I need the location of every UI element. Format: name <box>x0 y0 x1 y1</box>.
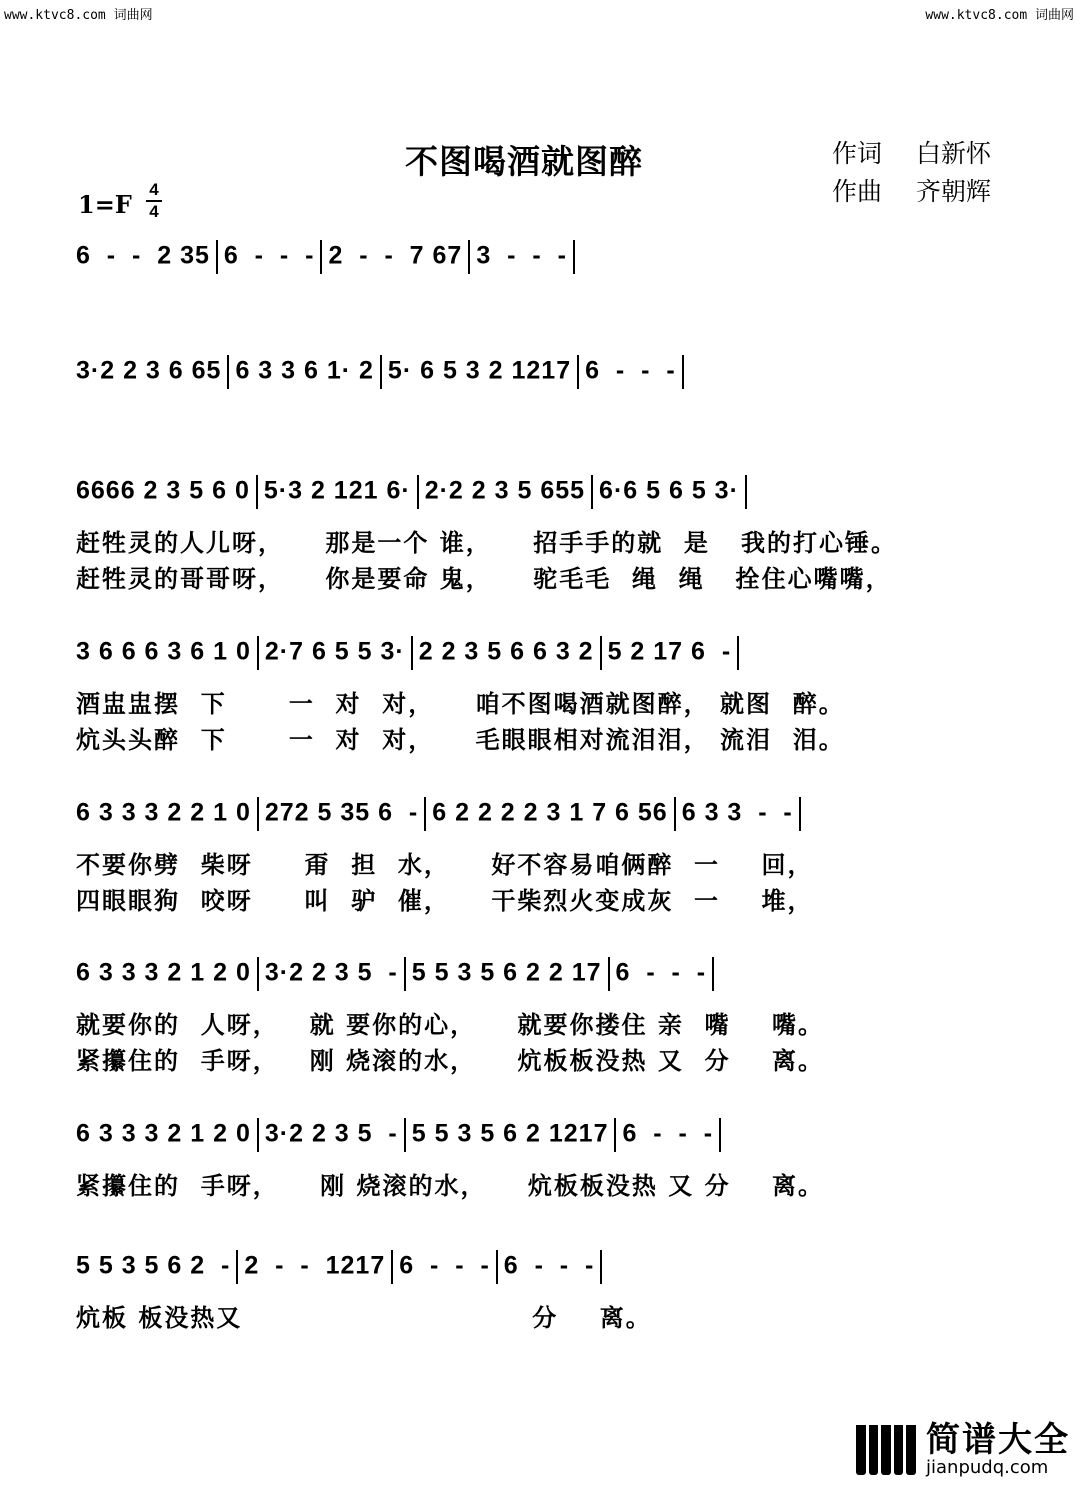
measure: 6 3 3 - - <box>681 798 793 827</box>
lyric-line: 不要你劈 柴呀 甭 担 水， 好不容易咱俩醉 一 回， <box>76 850 814 879</box>
bar-line <box>257 957 259 991</box>
measure: 6 - - 2 35 <box>76 241 210 270</box>
time-signature <box>146 180 162 222</box>
bar-line <box>745 475 747 509</box>
bar-line <box>712 957 714 991</box>
bar-line <box>380 355 382 389</box>
notation-line <box>76 636 1010 670</box>
measure: 5·3 2 121 6· <box>263 476 411 505</box>
measure: 3·2 2 3 5 - <box>264 958 398 987</box>
measure: 2 2 3 5 6 6 3 2 <box>418 637 594 666</box>
measure: 2·2 2 3 5 655 <box>424 476 586 505</box>
bar-line <box>256 475 258 509</box>
song-title: 不图喝酒就图醉 <box>405 142 643 181</box>
notation-line <box>76 355 1010 389</box>
composer-name: 齐朝辉 <box>916 177 992 206</box>
bar-line <box>257 1118 259 1152</box>
bar-line <box>391 1250 393 1284</box>
bar-line <box>682 355 684 389</box>
lyric-line: 赶牲灵的哥哥呀， 你是要命 鬼， 驼毛毛 绳 绳 拴住心嘴嘴， <box>76 564 892 593</box>
bar-line <box>227 355 229 389</box>
bar-line <box>496 1250 498 1284</box>
lyric-line: 就要你的 人呀， 就 要你的心， 就要你搂住 亲 嘴 嘴。 <box>76 1010 825 1039</box>
notation-line <box>76 797 1010 831</box>
notation-line <box>76 1118 1010 1152</box>
measure: 3 6 6 6 3 6 1 0 <box>76 637 251 666</box>
bar-line <box>216 240 218 274</box>
measure: 6 - - - <box>622 1119 714 1148</box>
lyric-line: 酒盅盅摆 下 一 对 对， 咱不图喝酒就图醉， 就图 醉。 <box>76 689 845 718</box>
lyric-line: 紧攥住的 手呀， 刚 烧滚的水， 炕板板没热 又 分 离。 <box>76 1171 825 1200</box>
bar-line <box>573 240 575 274</box>
bar-line <box>468 240 470 274</box>
logo-name: 简谱大全 <box>926 1420 1070 1460</box>
lyricist-credit <box>832 134 991 170</box>
measure: 6·6 5 6 5 3· <box>599 476 739 505</box>
measure: 6 3 3 3 2 1 2 0 <box>76 958 251 987</box>
watermark-left: www.ktvc8.com 词曲网 <box>4 8 153 23</box>
bar-line <box>600 636 602 670</box>
lyric-line: 四眼眼狗 咬呀 叫 驴 催， 干柴烈火变成灰 一 堆， <box>76 886 814 915</box>
composer-role: 作曲 <box>832 177 883 206</box>
measure: 2 - - 7 67 <box>328 241 463 270</box>
measure: 6 3 3 6 1· 2 <box>235 356 374 385</box>
notation-line <box>76 475 1010 509</box>
measure: 6 - - - <box>399 1251 490 1280</box>
measure: 6 3 3 3 2 1 2 0 <box>76 1119 251 1148</box>
site-logo <box>856 1422 1070 1478</box>
lyric-line: 紧攥住的 手呀， 刚 烧滚的水， 炕板板没热 又 分 离。 <box>76 1046 825 1075</box>
measure: 3·2 2 3 5 - <box>264 1119 398 1148</box>
lyric-line: 炕头头醉 下 一 对 对， 毛眼眼相对流泪泪， 流泪 泪。 <box>76 725 845 754</box>
measure: 3·2 2 3 6 65 <box>76 356 222 385</box>
notation-line <box>76 957 1010 991</box>
logo-url: jianpudq.com <box>926 1457 1049 1478</box>
measure: 2·7 6 5 5 3· <box>264 637 405 666</box>
bar-line <box>236 1250 238 1284</box>
measure: 5 2 17 6 - <box>607 637 732 666</box>
time-signature-bottom: 4 <box>149 202 159 221</box>
measure: 6 3 3 3 2 2 1 0 <box>76 798 251 827</box>
measure: 6 - - - <box>223 241 315 270</box>
measure: 5 5 3 5 6 2 - <box>76 1251 231 1280</box>
lyricist-name: 白新怀 <box>916 139 992 168</box>
bar-line <box>614 1118 616 1152</box>
watermark-right: www.ktvc8.com 词曲网 <box>925 8 1074 23</box>
notation-line <box>76 1250 1010 1284</box>
measure: 2 - - 1217 <box>244 1251 386 1280</box>
bar-line <box>577 355 579 389</box>
lyricist-role: 作词 <box>832 139 883 168</box>
bar-line <box>799 797 801 831</box>
measure: 6666 2 3 5 6 0 <box>76 476 250 505</box>
bar-line <box>257 636 259 670</box>
bar-line <box>591 475 593 509</box>
measure: 5 5 3 5 6 2 2 17 <box>411 958 602 987</box>
bar-line <box>600 1250 602 1284</box>
bar-line <box>417 475 419 509</box>
lyric-line: 赶牲灵的人儿呀， 那是一个 谁， 招手手的就 是 我的打心锤。 <box>76 528 897 557</box>
bar-line <box>404 957 406 991</box>
bar-line <box>424 797 426 831</box>
measure: 6 - - - <box>503 1251 595 1280</box>
composer-credit <box>832 172 991 208</box>
measure: 5 5 3 5 6 2 1217 <box>411 1119 609 1148</box>
measure: 272 5 35 6 - <box>264 798 419 827</box>
bar-line <box>674 797 676 831</box>
bar-line <box>608 957 610 991</box>
key-signature: 1=F <box>78 190 132 219</box>
bar-line <box>411 636 413 670</box>
notation-line <box>76 240 1010 274</box>
measure: 5· 6 5 3 2 1217 <box>387 356 572 385</box>
bar-line <box>719 1118 721 1152</box>
bar-line <box>404 1118 406 1152</box>
measure: 6 - - - <box>585 356 676 385</box>
bar-line <box>257 797 259 831</box>
bar-line <box>320 240 322 274</box>
lyric-line: 炕板 板没热又 分 离。 <box>76 1303 652 1332</box>
measure: 6 - - - <box>615 958 707 987</box>
piano-keys-icon <box>856 1425 916 1475</box>
time-signature-top: 4 <box>146 180 162 202</box>
measure: 3 - - - <box>476 241 567 270</box>
measure: 6 2 2 2 2 3 1 7 6 56 <box>432 798 668 827</box>
bar-line <box>737 636 739 670</box>
